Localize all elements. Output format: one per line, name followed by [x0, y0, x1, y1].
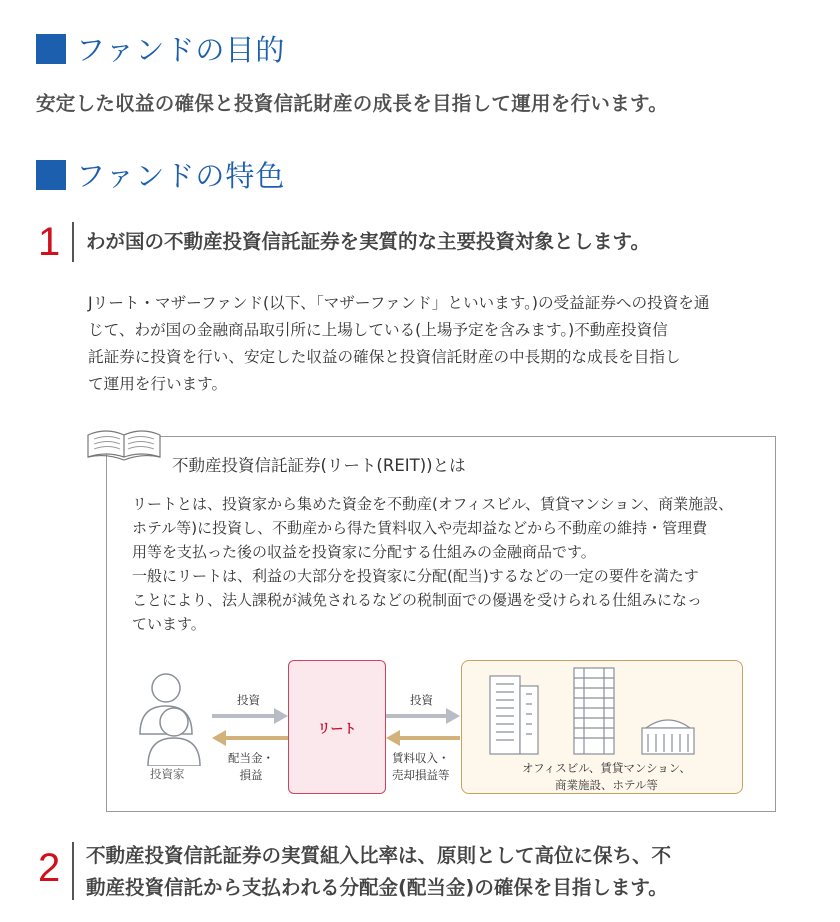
income-label-line: 賃料収入・: [392, 751, 450, 765]
invest-arrows-left: [210, 706, 290, 746]
reit-label: リート: [317, 721, 357, 737]
purpose-text: 安定した収益の確保と投資信託財産の成長を目指して運用を行います。: [36, 92, 669, 115]
buildings-icon: [478, 664, 728, 756]
purpose-section-heading: [36, 28, 285, 69]
income-arrow-left-icon: [386, 730, 460, 746]
feature-number: 2: [38, 846, 61, 890]
property-label-line: オフィスビル、賃貸マンション、: [522, 761, 691, 775]
reit-box-text: [132, 492, 762, 636]
feature-divider: [72, 842, 74, 900]
investor-label: 投資家: [150, 767, 185, 781]
box-line: リートとは、投資家から集めた資金を不動産(オフィスビル、賃貸マンション、商業施設、: [132, 495, 734, 513]
box-line: ホテル等)に投資し、不動産から得た賃料収入や売却益などから不動産の維持・管理費: [132, 519, 708, 537]
box-line: 用等を支払った後の収益を投資家に分配する仕組みの金融商品です。: [132, 543, 596, 561]
office-building-icon: [490, 676, 538, 754]
invest-arrow-right-icon: [212, 708, 288, 724]
box-line: 一般にリートは、利益の大部分を投資家に分配(配当)するなどの一定の要件を満たす: [132, 567, 699, 585]
features-heading: ファンドの特色: [76, 159, 286, 193]
feature-title: [86, 840, 671, 904]
invest-arrows-right: [384, 706, 462, 746]
features-section-heading: [36, 154, 285, 195]
feature-title-line: 動産投資信託から支払われる分配金(配当金)の確保を目指します。: [86, 876, 668, 899]
body-line: 託証券に投資を行い、安定した収益の確保と投資信託財産の中長期的な成長を目指し: [88, 348, 681, 366]
investors-icon: [136, 672, 206, 766]
body-line: Jリート・マザーファンド(以下、「マザーファンド」といいます。)の受益証券への投資を通: [88, 294, 710, 312]
feature-1-body: [88, 290, 788, 398]
invest-label-2: 投資: [410, 693, 433, 707]
feature-2-header: [38, 840, 671, 904]
income-label-line: 売却損益等: [392, 768, 450, 782]
reit-node: [288, 660, 386, 794]
property-label-line: 商業施設、ホテル等: [554, 778, 658, 792]
box-line: ことにより、法人課税が減免されるなどの税制面での優遇を受けられる仕組みになっ: [132, 591, 703, 609]
purpose-heading: ファンドの目的: [76, 33, 286, 67]
property-label: [522, 760, 691, 794]
box-line: ています。: [132, 615, 206, 633]
invest-label-1: 投資: [237, 693, 260, 707]
body-line: じて、わが国の金融商品取引所に上場している(上場予定を含みます。)不動産投資信: [88, 321, 668, 339]
apartment-building-icon: [574, 668, 614, 754]
dividend-arrow-left-icon: [212, 730, 288, 746]
reit-box-title: 不動産投資信託証券(リート(REIT))とは: [172, 456, 466, 475]
dividend-label-line: 配当金・: [228, 751, 274, 765]
invest-arrow-right-icon: [386, 708, 460, 724]
feature-number: 1: [38, 220, 61, 264]
body-line: て運用を行います。: [88, 375, 228, 393]
dividend-label-line: 損益: [239, 768, 263, 782]
income-label: [392, 750, 450, 784]
open-book-icon: [86, 423, 162, 463]
feature-title: わが国の不動産投資信託証券を実質的な主要投資対象とします。: [86, 230, 650, 253]
feature-title-line: 不動産投資信託証券の実質組入比率は、原則として高位に保ち、不: [86, 844, 672, 867]
heading-square-icon: [36, 34, 66, 64]
feature-divider: [72, 222, 74, 262]
hotel-building-icon: [642, 720, 694, 754]
dividend-label: [228, 750, 274, 784]
feature-1-header: [38, 220, 650, 264]
heading-square-icon: [36, 160, 66, 190]
